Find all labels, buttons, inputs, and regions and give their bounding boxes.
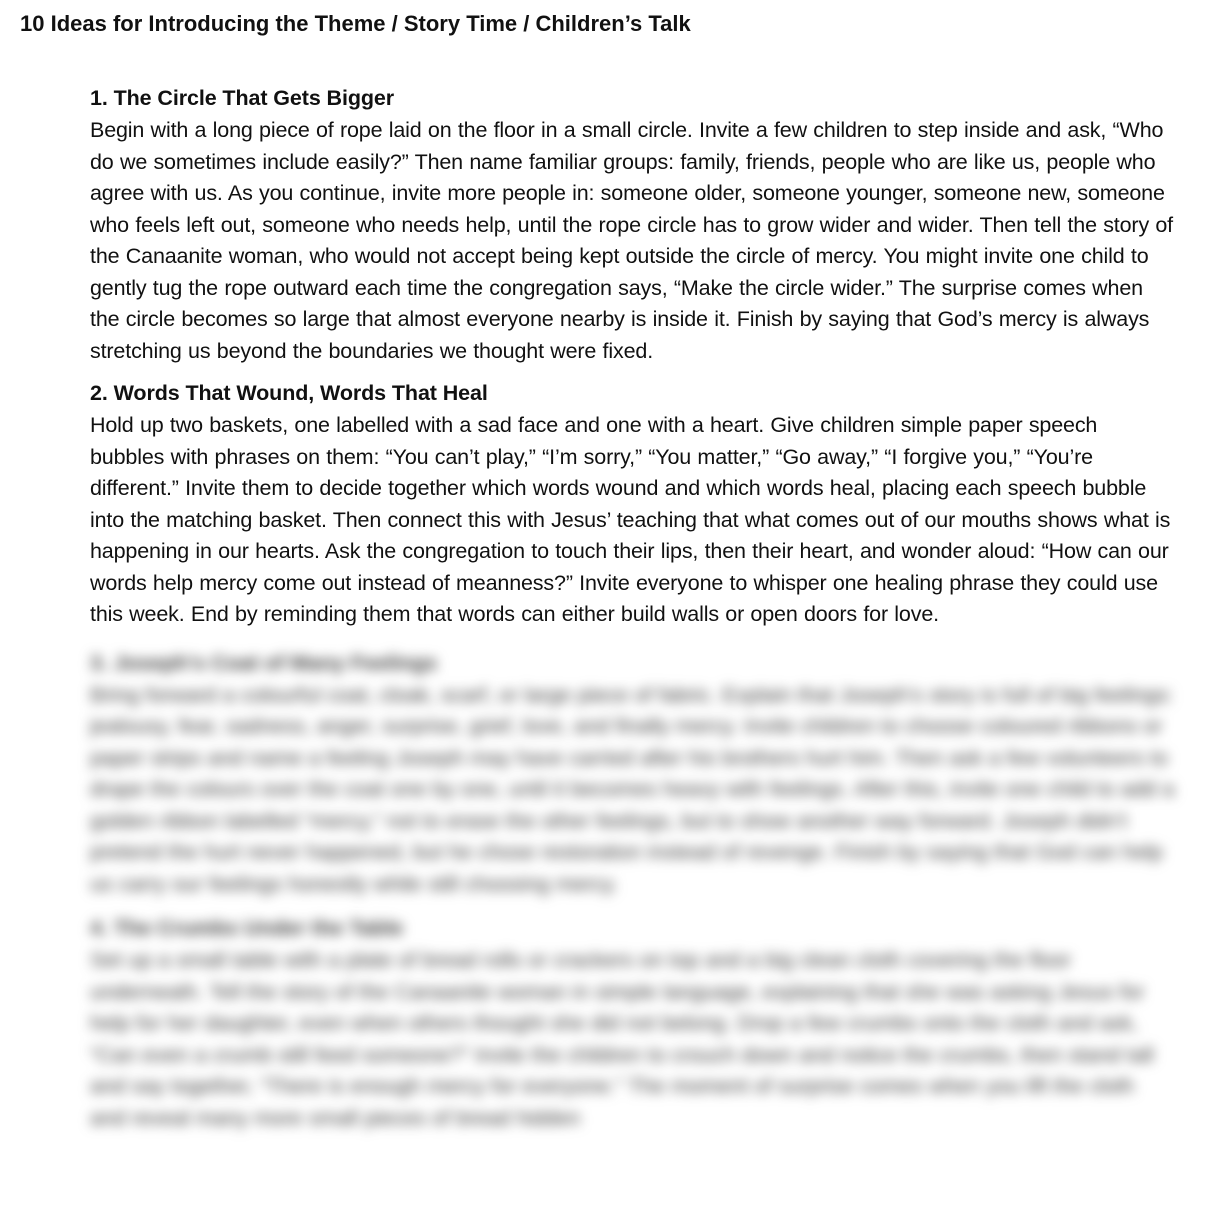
idea-1-heading: 1. The Circle That Gets Bigger	[90, 86, 395, 110]
idea-1	[90, 84, 1175, 367]
idea-2-body: Hold up two baskets, one labelled with a sad face and one with a heart. Give children simple paper speech bubbles with phrases on them: “You can’t play,” “I’m sorry,” “You matter,” “Go away,” “I forgive you,” “You’re different.” Invite them to decide together which words wound and which words heal, placing each speech bubble into the matching basket. Then connect this with Jesus’ teaching that what comes out of our mouths shows what is happening in our hearts. Ask the congregation to touch their lips, then their heart, and wonder aloud: “How can our words help mercy come out instead of meanness?” Invite everyone to whisper one healing phrase they could use this week. End by reminding them that words can either build walls or open doors for love.	[90, 413, 1171, 626]
idea-4-body: Set up a small table with a plate of bread rolls or crackers on top and a big clean cloth covering the floor underneath. Tell the story of the Canaanite woman in simple language, explaining that she was asking Jesus for help for her daughter, even when others thought she did not belong. Drop a few crumbs onto the cloth and ask, “Can even a crumb still feed someone?” Invite the children to crouch down and notice the crumbs, then stand tall and say together, “There is enough mercy for everyone.” The moment of surprise comes when you lift the cloth and reveal many more small pieces of bread hidden	[90, 948, 1154, 1130]
idea-2	[90, 379, 1175, 631]
idea-3-heading: 3. Joseph’s Coat of Many Feelings	[90, 650, 438, 675]
idea-4-heading: 4. The Crumbs Under the Table	[90, 916, 404, 940]
idea-1-body: Begin with a long piece of rope laid on the floor in a small circle. Invite a few children to step inside and ask, “Who do we sometimes include easily?” Then name familiar groups: family, friends, people who are like us, people who agree with us. As you continue, invite more people in: someone older, someone younger, someone new, someone who feels left out, someone who needs help, until the rope circle has to grow wider and wider. Then tell the story of the Canaanite woman, who would not accept being kept outside the circle of mercy. You might invite one child to gently tug the rope outward each time the congregation says, “Make the circle wider.” The surprise comes when the circle becomes so large that almost everyone nearby is inside it. Finish by saying that God’s mercy is always stretching us beyond the boundaries we thought were fixed.	[90, 118, 1174, 363]
idea-4-blurred	[90, 914, 1175, 1134]
ideas-list	[90, 84, 1175, 1146]
idea-3-body: Bring forward a colourful coat, cloak, scarf, or large piece of fabric. Explain that Joseph’s story is full of big feelings: jealousy, fear, sadness, anger, surprise, grief, love, and finally mercy. Invite children to choose coloured ribbons or paper strips and name a feeling Joseph may have carried after his brothers hurt him. Then ask a few volunteers to drape the colours over the coat one by one, until it becomes heavy with feelings. After this, invite one child to add a golden ribbon labelled “mercy,” not to erase the other feelings, but to show another way forward. Joseph didn’t pretend the hurt never happened, but he chose restoration instead of revenge. Finish by saying that God can help us carry our feelings honestly while still choosing mercy.	[90, 682, 1175, 896]
idea-2-heading: 2. Words That Wound, Words That Heal	[90, 381, 488, 405]
idea-3-blurred	[90, 649, 1175, 901]
document-title: 10 Ideas for Introducing the Theme / Story Time / Children’s Talk	[20, 11, 691, 36]
